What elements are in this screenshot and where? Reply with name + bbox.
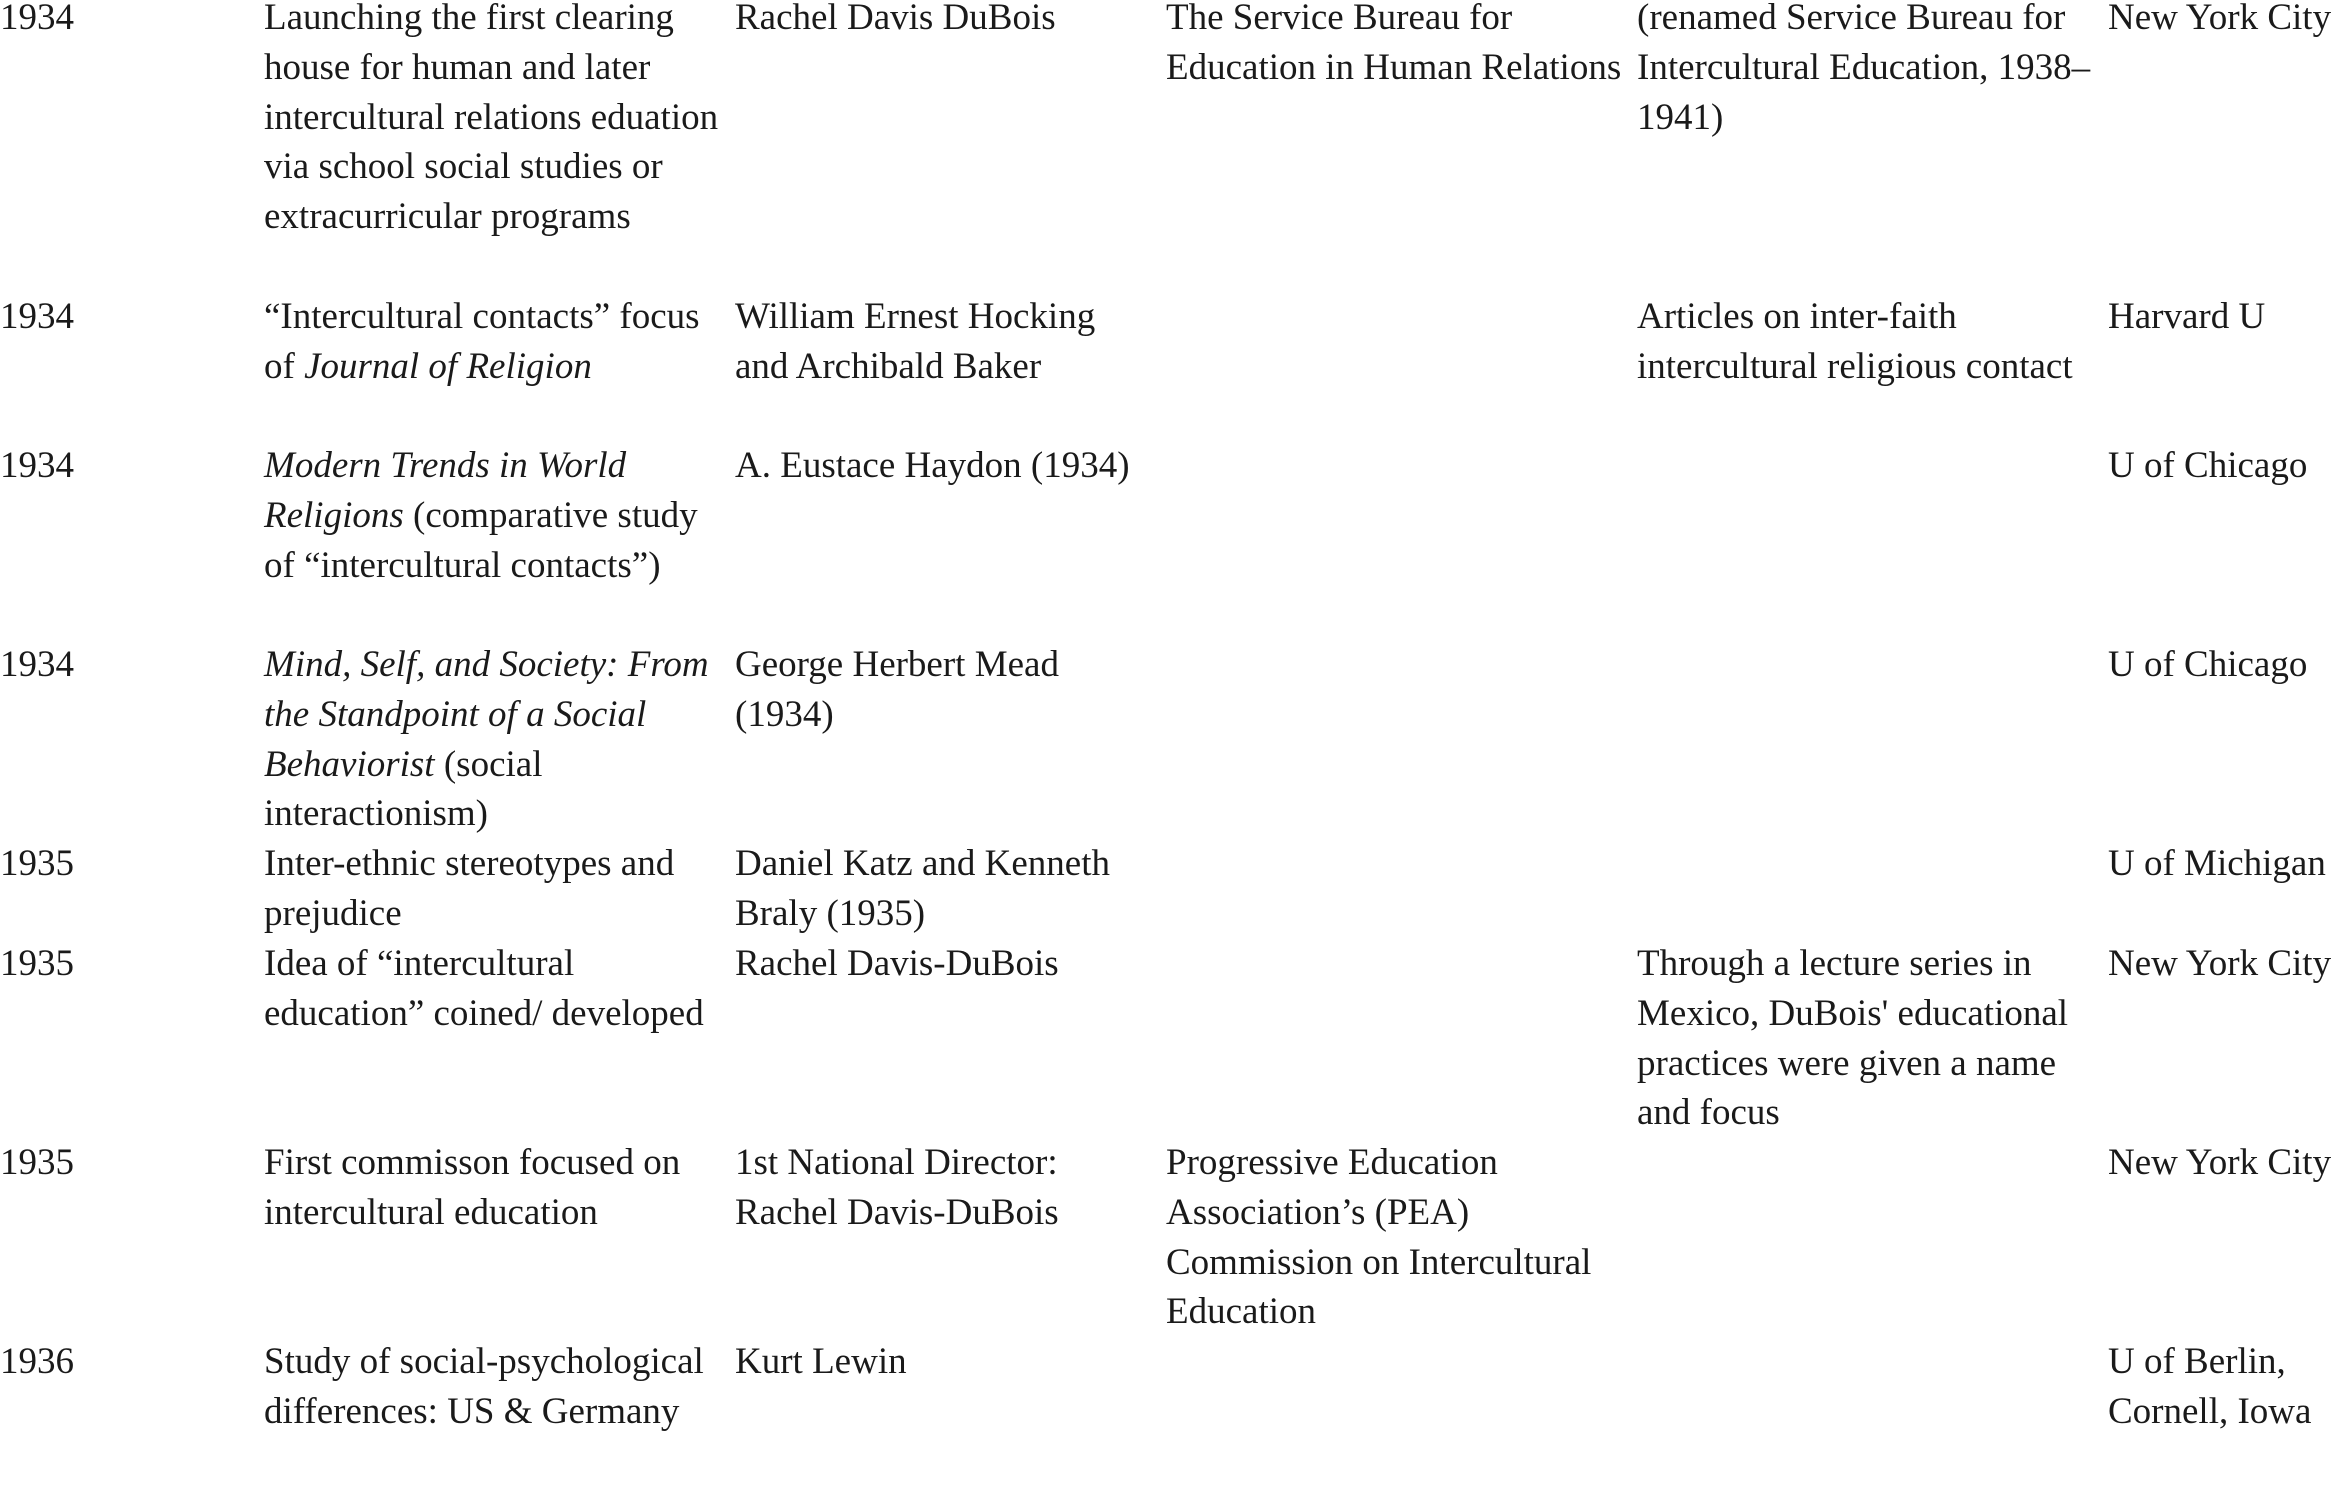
year-cell: 1934 <box>0 445 74 486</box>
year-cell: 1934 <box>0 296 74 337</box>
year-cell: 1934 <box>0 0 74 38</box>
table-row <box>0 839 2342 939</box>
table-row <box>0 1337 2342 1487</box>
event-text: Study of social-psychological differences: US & Germany <box>264 1341 704 1432</box>
person-cell: Rachel Davis DuBois <box>735 0 1056 38</box>
year-cell: 1935 <box>0 1142 74 1183</box>
person-cell: Rachel Davis-DuBois <box>735 943 1059 984</box>
location-cell: U of Chicago <box>2108 445 2308 486</box>
location-cell: U of Berlin, Cornell, Iowa <box>2108 1341 2312 1432</box>
location-cell: Harvard U <box>2108 296 2266 337</box>
event-cell <box>264 441 735 590</box>
book-title: Modern Trends in World Religions <box>264 445 627 536</box>
book-title: Mind, Self, and Society: From the Standpoint of a Social Behaviorist <box>264 644 709 785</box>
location-cell: New York City <box>2108 943 2332 984</box>
organization-cell: Progressive Education Association’s (PEA) Commission on Intercultural Education <box>1166 1142 1592 1333</box>
organization-cell: The Service Bureau for Education in Human Relations <box>1166 0 1622 88</box>
person-cell: George Herbert Mead (1934) <box>735 644 1059 735</box>
person-cell: A. Eustace Haydon (1934) <box>735 445 1130 486</box>
event-cell <box>264 839 735 939</box>
notes-cell: Through a lecture series in Mexico, DuBois' educational practices were given a name and focus <box>1637 943 2069 1134</box>
year-cell: 1936 <box>0 1341 74 1382</box>
table-row <box>0 0 2342 292</box>
event-text: Idea of “intercultural education” coined/ developed <box>264 943 704 1034</box>
person-cell: 1st National Director: Rachel Davis-DuBois <box>735 1142 1059 1233</box>
notes-cell: Articles on inter-faith intercultural religious contact <box>1637 296 2073 387</box>
event-text: (social interactionism) <box>264 743 543 835</box>
event-text: (comparative study of “intercultural contacts”) <box>264 494 698 586</box>
event-cell <box>264 292 735 392</box>
notes-cell: (renamed Service Bureau for Intercultural Education, 1938–1941) <box>1637 0 2091 138</box>
table-row <box>0 292 2342 441</box>
location-cell: U of Chicago <box>2108 644 2308 685</box>
table-row <box>0 640 2342 839</box>
event-text: Launching the first clearing house for human and later intercultural relations eduation via school social studies or extracurricular programs <box>264 0 719 238</box>
event-text: Inter-ethnic stereotypes and prejudice <box>264 843 675 934</box>
event-text: First commisson focused on intercultural education <box>264 1142 681 1233</box>
year-cell: 1935 <box>0 943 74 984</box>
event-text: “Intercultural contacts” focus of <box>264 296 700 387</box>
location-cell: U of Michigan <box>2108 843 2326 884</box>
event-cell <box>264 1337 735 1437</box>
event-cell <box>264 640 735 839</box>
table-row <box>0 441 2342 640</box>
year-cell: 1934 <box>0 644 74 685</box>
event-cell <box>264 0 735 242</box>
person-cell: Kurt Lewin <box>735 1341 907 1382</box>
year-cell: 1935 <box>0 843 74 884</box>
person-cell: William Ernest Hocking and Archibald Baker <box>735 296 1096 387</box>
location-cell: New York City <box>2108 1142 2332 1183</box>
event-cell <box>264 939 735 1039</box>
person-cell: Daniel Katz and Kenneth Braly (1935) <box>735 843 1110 934</box>
table-row <box>0 1138 2342 1337</box>
journal-title: Journal of Religion <box>304 345 592 387</box>
event-cell <box>264 1138 735 1238</box>
location-cell: New York City <box>2108 0 2332 38</box>
table-row <box>0 939 2342 1138</box>
